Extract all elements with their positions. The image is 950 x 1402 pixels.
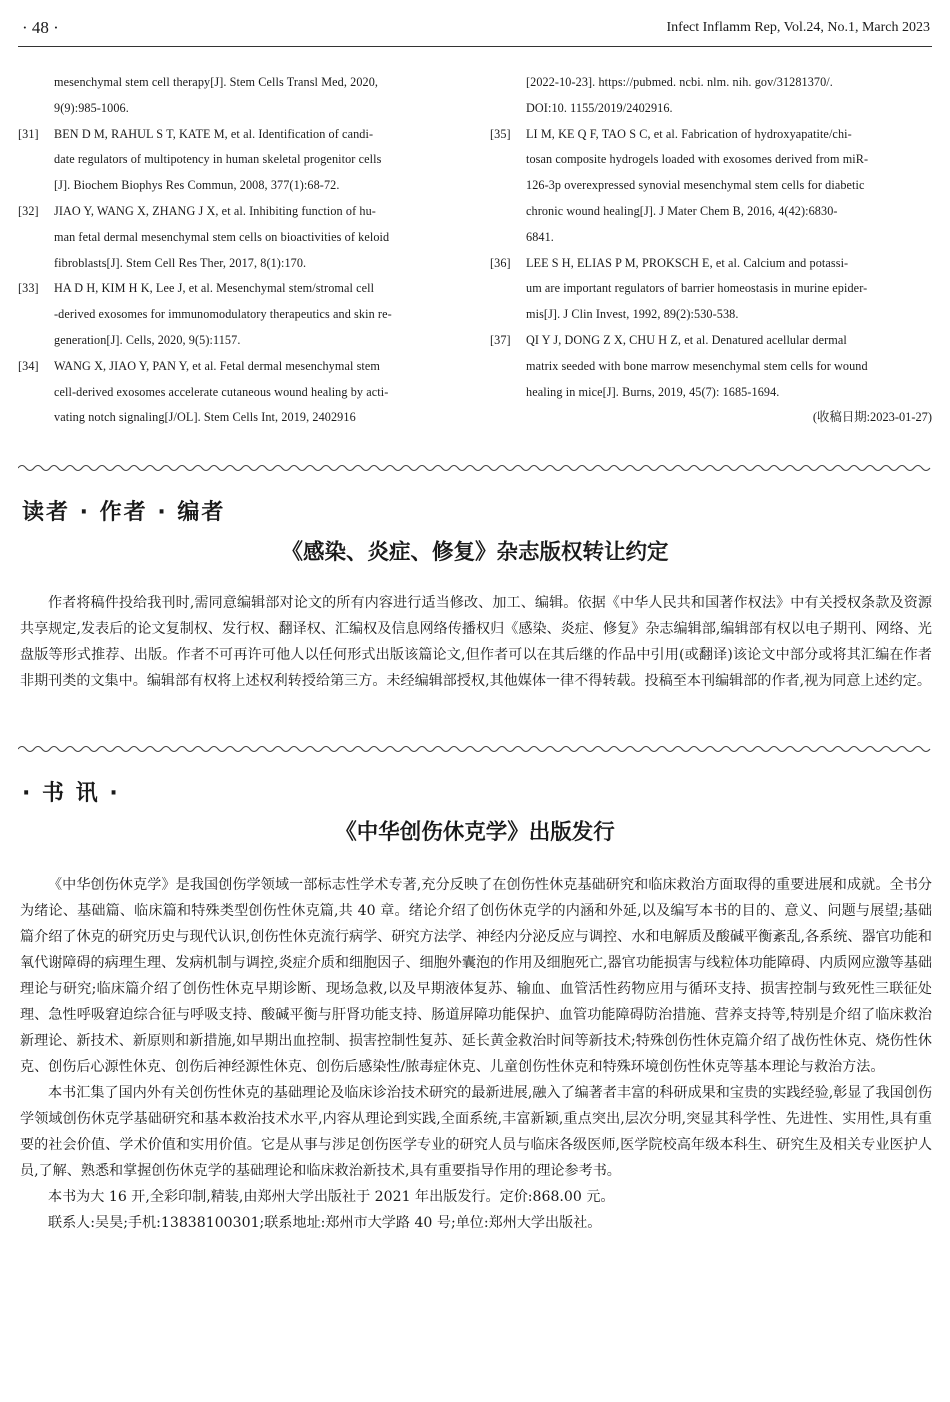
reference-item — [490, 251, 932, 328]
reference-number: [32] — [18, 203, 39, 218]
reference-item — [18, 70, 460, 122]
paragraph: 《中华创伤休克学》是我国创伤学领域一部标志性学术专著,充分反映了在创伤性休克基础研究和临床救治方面取得的重要进展和成就。全书分为绪论、基础篇、临床篇和特殊类型创伤性休克篇,共 40 章。绪论介绍了创伤休克学的内涵和外延,以及编写本书的目的、意义、问题与展望;基础篇介绍了休克的研究历史与现代认识,创伤性休克流行病学、研究方法学、神经内分泌反应与调控、水和电解质及酸碱平衡紊乱,各系统、器官功能和氧代谢障碍的病理生理、发病机制与调控,炎症介质和细胞因子、细胞外囊泡的作用及细胞死亡,器官功能损害与线粒体功能障碍、内质网应激等基础理论与研究;临床篇介绍了创伤性休克早期诊断、现场急救,以及早期液体复苏、输血、血管活性药物应用与循环支持、损害控制与致死性三联征处理、急性呼吸窘迫综合征与呼吸支持、酸碱平衡与肝肾功能支持、肠道屏障功能保护、血管功能障碍防治措施、营养支持等,特别是介绍了临床救治新理论、新技术、新原则和新措施,如早期出血控制、损害控制性复苏、延长黄金救治时间等新技术;特殊创伤性休克篇介绍了战伤性休克、烧伤性休克、创伤后心源性休克、创伤后神经源性休克、创伤后感染性/脓毒症休克、儿童创伤性休克和特殊环境创伤性休克等基本理论与救治方法。 — [20, 877, 932, 1075]
reference-text: HA D H, KIM H K, Lee J, et al. Mesenchymal stem/stromal cell -derived exosomes for immunomodulatory therapeutics and skin re- generation[J]. Cells, 2020, 9(5):1157. — [54, 281, 392, 347]
paragraph: 本书汇集了国内外有关创伤性休克的基础理论及临床诊治技术研究的最新进展,融入了编著者丰富的科研成果和宝贵的实践经验,彰显了我国创伤学领域创伤休克学基础研究和基本救治技术水平,内容从理论到实践,全面系统,丰富新颖,重点突出,层次分明,突显其科学性、先进性、实用性,具有重要的社会价值、学术价值和实用价值。它是从事与涉足创伤医学专业的研究人员与临床各级医师,医学院校高年级本科生、研究生及相关专业医护人员,了解、熟悉和掌握创伤休克学的基础理论和临床救治新技术,具有重要指导作用的理论参考书。 — [20, 1085, 932, 1179]
book-announcement-body — [20, 872, 932, 1236]
reference-text: QI Y J, DONG Z X, CHU H Z, et al. Denatured acellular dermal matrix seeded with bone marrow mesenchymal stem cells for wound healing in mice[J]. Burns, 2019, 45(7): 1685-1694. — [526, 332, 868, 399]
reference-number: [36] — [490, 255, 511, 270]
reference-text: BEN D M, RAHUL S T, KATE M, et al. Identification of candi- date regulators of multipotency in human skeletal progenitor cells [J]. Biochem Biophys Res Commun, 2008, 377(1):68-72. — [54, 126, 382, 193]
reference-item — [490, 70, 932, 122]
reference-text: LEE S H, ELIAS P M, PROKSCH E, et al. Calcium and potassi- um are important regulators of barrier homeostasis in murine epider- mis[J]. J Clin Invest, 1992, 89(2):530-538. — [526, 255, 868, 322]
paragraph: 作者将稿件投给我刊时,需同意编辑部对论文的所有内容进行适当修改、加工、编辑。依据《中华人民共和国著作权法》中有关授权条款及资源共享规定,发表后的论文复制权、发行权、翻译权、汇编权及信息网络传播权归《感染、炎症、修复》杂志编辑部,编辑部有权以电子期刊、网络、光盘版等形式推荐、出版。作者不可再许可他人以任何形式出版该篇论文,但作者可以在其后继的作品中引用(或翻译)该论文中部分或将其汇编在作者非期刊类的文集中。编辑部有权将上述权利转授给第三方。未经编辑部授权,其他媒体一律不得转载。投稿至本刊编辑部的作者,视为同意上述约定。 — [20, 595, 932, 689]
reference-item — [18, 122, 460, 199]
reference-number — [18, 70, 54, 122]
reference-item — [490, 328, 932, 405]
book-announcement-title: 《中华创伤休克学》出版发行 — [335, 820, 615, 845]
reference-column-right — [490, 70, 932, 431]
reference-text: WANG X, JIAO Y, PAN Y, et al. Fetal dermal mesenchymal stem cell-derived exosomes accelerate cutaneous wound healing by acti- vating notch signaling[J/OL]. Stem Cells Int, 2019, 2402916 — [54, 358, 389, 425]
reference-item — [18, 354, 460, 431]
reference-text: mesenchymal stem cell therapy[J]. Stem Cells Transl Med, 2020, 9(9):985-1006. — [54, 75, 379, 115]
paragraph: 本书为大 16 开,全彩印制,精装,由郑州大学出版社于 2021 年出版发行。定价:868.00 元。 — [48, 1189, 615, 1205]
wavy-divider — [18, 744, 932, 754]
reference-number: [33] — [18, 281, 39, 296]
paragraph: 联系人:吴昊;手机:13838100301;联系地址:郑州市大学路 40 号;单位:郑州大学出版社。 — [48, 1215, 602, 1231]
reference-number: [35] — [490, 126, 511, 141]
received-date: (收稿日期:2023-01-27) — [812, 410, 932, 425]
reference-item — [18, 276, 460, 353]
reference-column-left — [18, 70, 460, 431]
reference-number — [490, 70, 526, 122]
journal-info: Infect Inflamm Rep, Vol.24, No.1, March 2023 — [666, 20, 930, 35]
copyright-agreement-body — [20, 590, 932, 694]
copyright-agreement-title: 《感染、炎症、修复》杂志版权转让约定 — [281, 540, 669, 565]
reference-number: [34] — [18, 358, 39, 373]
column-heading-readers-authors-editors: 读者 · 作者 · 编者 — [22, 500, 226, 525]
reference-item — [18, 199, 460, 276]
wavy-divider — [18, 463, 932, 473]
reference-text: LI M, KE Q F, TAO S C, et al. Fabrication of hydroxyapatite/chi- tosan composite hydrogels loaded with exosomes derived from miR- 126-3p overexpressed synovial mesenchymal stem cells for diabetic chronic wound healing[J]. J Mater Chem B, 2016, 4(42):6830- 6841. — [526, 126, 869, 244]
reference-number: [37] — [490, 332, 511, 347]
column-heading-book-news: · 书 讯 · — [22, 781, 120, 806]
reference-number: [31] — [18, 126, 39, 141]
reference-text: [2022-10-23]. https://pubmed. ncbi. nlm. nih. gov/31281370/. DOI:10. 1155/2019/2402916. — [526, 75, 833, 115]
header-rule — [18, 46, 932, 47]
reference-item — [490, 122, 932, 251]
reference-text: JIAO Y, WANG X, ZHANG J X, et al. Inhibiting function of hu- man fetal dermal mesenchymal stem cells on bioactivities of keloid fibroblasts[J]. Stem Cell Res Ther, 2017, 8(1):170. — [54, 203, 390, 270]
page-number: · 48 · — [22, 18, 59, 37]
